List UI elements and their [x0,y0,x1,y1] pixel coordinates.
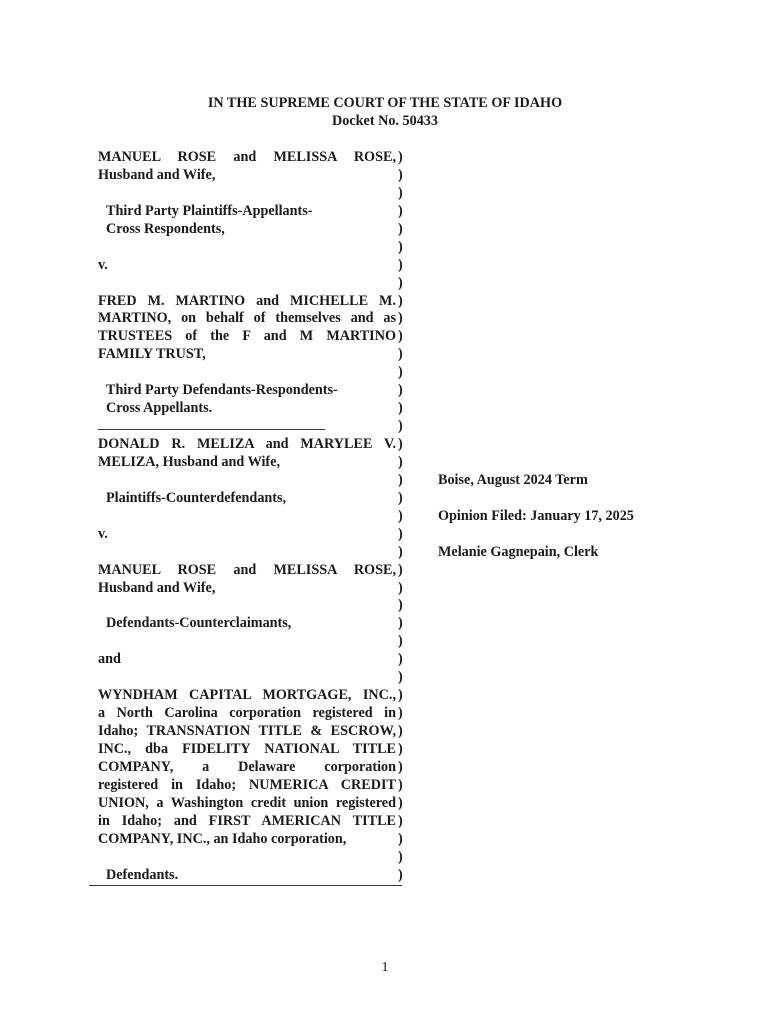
caption-paren: ) [398,436,403,452]
caption-line [98,310,428,328]
caption-text: Defendants-Counterclaimants, [106,615,292,632]
caption-paren: ) [398,202,403,219]
caption-line [98,185,428,203]
caption-text: COMPANY, INC., an Idaho corporation, [98,830,347,847]
caption-line [98,813,428,831]
caption-text: registered in Idaho; NUMERICA CREDIT [98,776,396,793]
caption-line [98,221,428,239]
caption-paren: ) [398,812,403,829]
caption-line [98,669,428,687]
caption-text: v. [98,525,108,542]
caption-paren: ) [398,579,403,596]
caption-paren: ) [398,597,403,614]
caption-paren: ) [398,292,403,309]
caption-line [98,149,428,167]
caption-line [98,418,428,436]
caption-paren: ) [398,705,403,722]
caption-paren: ) [398,220,403,237]
caption-line [98,328,428,346]
caption-paren: ) [398,543,403,560]
caption-paren: ) [398,471,403,488]
caption-line [98,436,428,454]
caption-text: Third Party Defendants-Respondents- [106,382,338,399]
caption-line [98,562,428,580]
caption-paren: ) [398,848,403,865]
caption-line [98,544,428,562]
caption-line [98,490,428,508]
caption-line [98,239,428,257]
caption-line [98,257,428,275]
caption-line [98,705,428,723]
caption-paren: ) [398,525,403,542]
caption-text: Defendants. [106,866,179,883]
opinion-filed-date: Opinion Filed: January 17, 2025 [438,508,634,524]
caption-line [98,687,428,705]
caption-line [98,454,428,472]
caption-text: Cross Appellants. [106,400,213,417]
caption-text: Cross Respondents, [106,220,225,237]
caption-paren: ) [398,830,403,847]
caption-paren: ) [398,615,403,632]
caption-paren: ) [398,418,403,435]
caption-paren: ) [398,184,403,201]
caption-text: Idaho; TRANSNATION TITLE & ESCROW, [98,723,396,739]
caption-paren: ) [398,346,403,363]
caption-text: a North Carolina corporation registered in [98,705,396,722]
caption-paren: ) [398,453,403,470]
page-number: 1 [381,960,389,975]
caption-text: FRED M. MARTINO and MICHELLE M. [98,292,396,309]
caption-line [98,167,428,185]
caption-line [98,633,428,651]
caption-bottom-rule [89,885,402,886]
caption-line [98,275,428,293]
caption-line [98,382,428,400]
case-caption [98,149,428,884]
caption-paren: ) [398,633,403,650]
caption-line [98,723,428,741]
caption-paren: ) [398,328,403,345]
caption-line [98,795,428,813]
caption-text: TRUSTEES of the F and M MARTINO [98,328,396,345]
caption-paren: ) [398,561,403,578]
caption-paren: ) [398,364,403,381]
caption-line [98,651,428,669]
caption-text: MELIZA, Husband and Wife, [98,453,281,470]
caption-text: INC., dba FIDELITY NATIONAL TITLE [98,740,396,757]
caption-text: DONALD R. MELIZA and MARYLEE V. [98,436,396,452]
caption-text: Third Party Plaintiffs-Appellants- [106,202,313,219]
caption-paren: ) [398,740,403,757]
caption-text: WYNDHAM CAPITAL MORTGAGE, INC., [98,687,396,704]
caption-divider [98,429,325,430]
caption-text: in Idaho; and FIRST AMERICAN TITLE [98,812,396,829]
caption-paren: ) [398,310,403,327]
caption-paren: ) [398,489,403,506]
caption-paren: ) [398,723,403,739]
caption-text: COMPANY, a Delaware corporation [98,758,396,775]
clerk-name: Melanie Gagnepain, Clerk [438,544,599,560]
caption-line [98,741,428,759]
caption-paren: ) [398,507,403,524]
caption-paren: ) [398,669,403,686]
caption-line [98,849,428,867]
caption-paren: ) [398,274,403,291]
caption-line [98,867,428,885]
caption-paren: ) [398,149,403,165]
caption-paren: ) [398,382,403,399]
caption-text: Plaintiffs-Counterdefendants, [106,489,287,506]
caption-text: Husband and Wife, [98,579,216,596]
caption-paren: ) [398,166,403,183]
caption-paren: ) [398,256,403,273]
caption-line [98,364,428,382]
caption-line [98,472,428,490]
caption-text: FAMILY TRUST, [98,346,206,363]
caption-line [98,526,428,544]
caption-paren: ) [398,238,403,255]
caption-paren: ) [398,687,403,704]
caption-line [98,293,428,311]
caption-paren: ) [398,758,403,775]
caption-paren: ) [398,400,403,417]
caption-line [98,831,428,849]
caption-paren: ) [398,651,403,668]
caption-paren: ) [398,794,403,811]
caption-line [98,597,428,615]
caption-line [98,203,428,221]
caption-text: MANUEL ROSE and MELISSA ROSE, [98,561,396,578]
caption-paren: ) [398,866,403,883]
caption-line [98,400,428,418]
caption-line [98,615,428,633]
court-heading: IN THE SUPREME COURT OF THE STATE OF IDAHO [207,95,563,111]
caption-text: Husband and Wife, [98,166,216,183]
caption-line [98,777,428,795]
caption-paren: ) [398,776,403,793]
caption-line [98,759,428,777]
term-info: Boise, August 2024 Term [438,472,588,488]
caption-text: v. [98,256,108,273]
caption-text: UNION, a Washington credit union registered [98,794,396,811]
docket-number: Docket No. 50433 [332,113,438,129]
caption-text: MARTINO, on behalf of themselves and as [98,310,396,327]
caption-line [98,346,428,364]
caption-text: MANUEL ROSE and MELISSA ROSE, [98,149,396,165]
caption-line [98,580,428,598]
caption-text: and [98,651,121,668]
caption-line [98,508,428,526]
